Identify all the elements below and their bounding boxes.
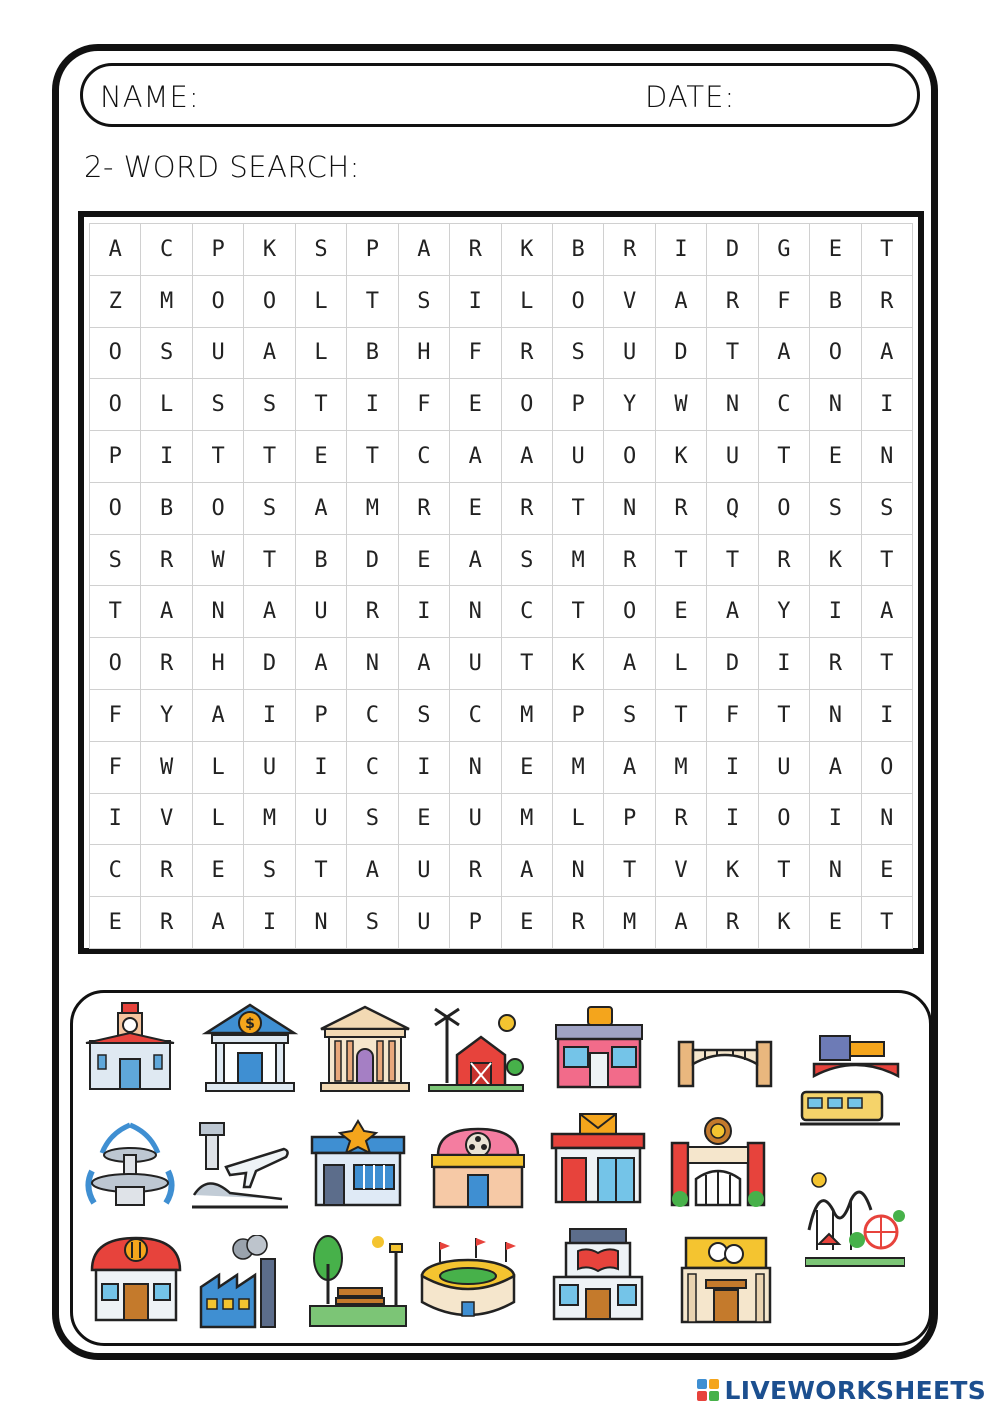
grid-letter-cell[interactable]: N	[295, 897, 346, 949]
grid-letter-cell[interactable]: E	[450, 379, 501, 431]
grid-letter-cell[interactable]: T	[244, 534, 295, 586]
post-office-icon	[548, 1110, 648, 1210]
grid-letter-cell[interactable]: T	[192, 431, 243, 483]
grid-letter-cell[interactable]: P	[450, 897, 501, 949]
grid-letter-cell[interactable]: R	[141, 897, 192, 949]
grid-letter-cell[interactable]: P	[552, 379, 603, 431]
grid-letter-cell[interactable]: E	[398, 534, 449, 586]
grid-letter-cell[interactable]: F	[90, 690, 141, 742]
amusement-park-icon	[805, 1170, 905, 1270]
grid-row	[90, 793, 913, 845]
grid-letter-cell[interactable]: O	[604, 586, 655, 638]
grid-letter-cell[interactable]: E	[501, 897, 552, 949]
grid-letter-cell[interactable]: I	[295, 741, 346, 793]
grid-letter-cell[interactable]: B	[552, 224, 603, 276]
grid-letter-cell[interactable]: O	[90, 638, 141, 690]
library-icon	[548, 1225, 648, 1325]
grid-letter-cell[interactable]: R	[141, 845, 192, 897]
grid-letter-cell[interactable]: A	[295, 638, 346, 690]
grid-letter-cell[interactable]: A	[450, 431, 501, 483]
grid-letter-cell[interactable]: A	[141, 586, 192, 638]
grid-letter-cell[interactable]: U	[295, 586, 346, 638]
grid-letter-cell[interactable]: D	[707, 224, 758, 276]
grid-letter-cell[interactable]: T	[347, 431, 398, 483]
grid-letter-cell[interactable]: S	[244, 845, 295, 897]
grid-letter-cell[interactable]: D	[655, 327, 706, 379]
grid-letter-cell[interactable]: S	[141, 327, 192, 379]
grid-letter-cell[interactable]: F	[707, 690, 758, 742]
grid-letter-cell[interactable]: I	[141, 431, 192, 483]
grid-letter-cell[interactable]: R	[655, 793, 706, 845]
grid-letter-cell[interactable]: A	[295, 482, 346, 534]
grid-letter-cell[interactable]: S	[295, 224, 346, 276]
town-hall-icon	[80, 997, 180, 1097]
grid-letter-cell[interactable]: L	[552, 793, 603, 845]
grid-letter-cell[interactable]: R	[141, 638, 192, 690]
grid-letter-cell[interactable]: N	[552, 845, 603, 897]
grid-letter-cell[interactable]: B	[295, 534, 346, 586]
grid-letter-cell[interactable]: R	[141, 534, 192, 586]
grid-letter-cell[interactable]: F	[90, 741, 141, 793]
grid-letter-cell[interactable]: W	[192, 534, 243, 586]
grid-letter-cell[interactable]: R	[604, 534, 655, 586]
grid-letter-cell[interactable]: R	[347, 586, 398, 638]
grid-letter-cell[interactable]: A	[192, 897, 243, 949]
grid-letter-cell[interactable]: C	[450, 690, 501, 742]
grid-letter-cell[interactable]: N	[810, 379, 861, 431]
grid-letter-cell[interactable]: R	[604, 224, 655, 276]
grid-letter-cell[interactable]: I	[707, 741, 758, 793]
restaurant-icon	[86, 1228, 186, 1328]
grid-letter-cell[interactable]: S	[347, 897, 398, 949]
grid-letter-cell[interactable]: U	[604, 327, 655, 379]
bridge-icon	[675, 1012, 775, 1112]
grid-letter-cell[interactable]: O	[758, 482, 809, 534]
grid-letter-cell[interactable]: C	[758, 379, 809, 431]
train-station-icon	[800, 1030, 900, 1130]
grid-letter-cell[interactable]: I	[861, 690, 912, 742]
grid-letter-cell[interactable]: M	[244, 793, 295, 845]
grid-letter-cell[interactable]: I	[810, 793, 861, 845]
grid-letter-cell[interactable]: M	[552, 741, 603, 793]
grid-letter-cell[interactable]: N	[450, 586, 501, 638]
grid-letter-cell[interactable]: Y	[758, 586, 809, 638]
grid-letter-cell[interactable]: U	[758, 741, 809, 793]
grid-letter-cell[interactable]: I	[861, 379, 912, 431]
grid-letter-cell[interactable]: A	[244, 327, 295, 379]
grid-letter-cell[interactable]: P	[347, 224, 398, 276]
airport-icon	[190, 1113, 290, 1213]
grid-letter-cell[interactable]: T	[501, 638, 552, 690]
stadium-icon	[418, 1232, 518, 1332]
liveworksheets-logo[interactable]	[697, 1374, 986, 1406]
grid-letter-cell[interactable]: R	[398, 482, 449, 534]
grid-letter-cell[interactable]: R	[758, 534, 809, 586]
grid-letter-cell[interactable]: P	[192, 224, 243, 276]
grid-letter-cell[interactable]: I	[398, 586, 449, 638]
grid-letter-cell[interactable]: D	[244, 638, 295, 690]
grid-letter-cell[interactable]: T	[707, 534, 758, 586]
grid-letter-cell[interactable]: A	[501, 431, 552, 483]
grid-letter-cell[interactable]: E	[810, 224, 861, 276]
grid-letter-cell[interactable]: B	[810, 275, 861, 327]
grid-letter-cell[interactable]: E	[192, 845, 243, 897]
grid-letter-cell[interactable]: I	[398, 741, 449, 793]
grid-letter-cell[interactable]: T	[861, 224, 912, 276]
grid-row	[90, 327, 913, 379]
grid-letter-cell[interactable]: G	[758, 224, 809, 276]
grid-letter-cell[interactable]: A	[758, 327, 809, 379]
grid-letter-cell[interactable]: R	[861, 275, 912, 327]
grid-letter-cell[interactable]: U	[450, 793, 501, 845]
grid-letter-cell[interactable]: C	[141, 224, 192, 276]
grid-letter-cell[interactable]: O	[861, 741, 912, 793]
grid-letter-cell[interactable]: T	[90, 586, 141, 638]
grid-letter-cell[interactable]: R	[707, 275, 758, 327]
grid-letter-cell[interactable]: T	[861, 534, 912, 586]
grid-letter-cell[interactable]: U	[295, 793, 346, 845]
grid-letter-cell[interactable]: U	[707, 431, 758, 483]
grid-letter-cell[interactable]: O	[90, 379, 141, 431]
grid-letter-cell[interactable]: A	[810, 741, 861, 793]
grid-letter-cell[interactable]: S	[244, 379, 295, 431]
grid-row	[90, 224, 913, 276]
grid-letter-cell[interactable]: T	[758, 845, 809, 897]
logo-mark-icon	[697, 1379, 719, 1401]
grid-row	[90, 482, 913, 534]
grid-letter-cell[interactable]: I	[244, 897, 295, 949]
grid-letter-cell[interactable]: B	[347, 327, 398, 379]
grid-letter-cell[interactable]: L	[655, 638, 706, 690]
grid-letter-cell[interactable]: L	[295, 275, 346, 327]
cinema-icon	[428, 1115, 528, 1215]
grid-letter-cell[interactable]: S	[90, 534, 141, 586]
grid-letter-cell[interactable]: T	[655, 534, 706, 586]
grid-letter-cell[interactable]: Q	[707, 482, 758, 534]
grid-letter-cell[interactable]: K	[707, 845, 758, 897]
grid-letter-cell[interactable]: I	[758, 638, 809, 690]
grid-letter-cell[interactable]: Y	[141, 690, 192, 742]
grid-letter-cell[interactable]: A	[604, 638, 655, 690]
grid-letter-cell[interactable]: R	[707, 897, 758, 949]
grid-letter-cell[interactable]: E	[295, 431, 346, 483]
grid-letter-cell[interactable]: R	[450, 845, 501, 897]
grid-letter-cell[interactable]: O	[501, 379, 552, 431]
grid-letter-cell[interactable]: I	[655, 224, 706, 276]
grid-letter-cell[interactable]: E	[810, 897, 861, 949]
museum-icon	[315, 997, 415, 1097]
grid-letter-cell[interactable]: I	[90, 793, 141, 845]
theatre-icon	[676, 1228, 776, 1328]
grid-letter-cell[interactable]: U	[244, 741, 295, 793]
grid-letter-cell[interactable]: S	[810, 482, 861, 534]
shop-icon	[548, 997, 648, 1097]
grid-letter-cell[interactable]: M	[501, 690, 552, 742]
grid-letter-cell[interactable]: D	[347, 534, 398, 586]
grid-letter-cell[interactable]: T	[758, 431, 809, 483]
grid-letter-cell[interactable]: U	[192, 327, 243, 379]
grid-letter-cell[interactable]: C	[398, 431, 449, 483]
svg-text:$: $	[245, 1016, 255, 1032]
grid-letter-cell[interactable]: W	[655, 379, 706, 431]
grid-letter-cell[interactable]: A	[861, 327, 912, 379]
park-icon	[308, 1228, 408, 1328]
grid-letter-cell[interactable]: S	[501, 534, 552, 586]
grid-row	[90, 845, 913, 897]
grid-letter-cell[interactable]: R	[450, 224, 501, 276]
grid-letter-cell[interactable]: P	[90, 431, 141, 483]
grid-letter-cell[interactable]: T	[295, 845, 346, 897]
grid-letter-cell[interactable]: S	[398, 690, 449, 742]
grid-letter-cell[interactable]: T	[244, 431, 295, 483]
grid-letter-cell[interactable]: N	[450, 741, 501, 793]
grid-letter-cell[interactable]: E	[861, 845, 912, 897]
grid-letter-cell[interactable]: C	[347, 690, 398, 742]
grid-row	[90, 431, 913, 483]
grid-letter-cell[interactable]: C	[347, 741, 398, 793]
grid-letter-cell[interactable]: O	[90, 482, 141, 534]
grid-letter-cell[interactable]: H	[192, 638, 243, 690]
grid-letter-cell[interactable]: O	[758, 793, 809, 845]
grid-letter-cell[interactable]: A	[398, 638, 449, 690]
grid-letter-cell[interactable]: A	[861, 586, 912, 638]
grid-letter-cell[interactable]: H	[398, 327, 449, 379]
logo-text: LIVEWORKSHEETS	[724, 1375, 986, 1405]
grid-letter-cell[interactable]: R	[552, 897, 603, 949]
grid-letter-cell[interactable]: T	[552, 586, 603, 638]
name-date-box	[80, 63, 920, 127]
grid-letter-cell[interactable]: N	[604, 482, 655, 534]
grid-letter-cell[interactable]: S	[604, 690, 655, 742]
grid-letter-cell[interactable]: P	[295, 690, 346, 742]
grid-letter-cell[interactable]: L	[501, 275, 552, 327]
grid-letter-cell[interactable]: E	[90, 897, 141, 949]
grid-letter-cell[interactable]: O	[604, 431, 655, 483]
factory-icon	[195, 1235, 295, 1335]
grid-letter-cell[interactable]: L	[141, 379, 192, 431]
farm-icon	[425, 997, 525, 1097]
grid-letter-cell[interactable]: A	[604, 741, 655, 793]
grid-letter-cell[interactable]: T	[861, 897, 912, 949]
section-title: 2- WORD SEARCH:	[84, 150, 360, 184]
grid-row	[90, 534, 913, 586]
grid-letter-cell[interactable]: A	[655, 275, 706, 327]
grid-letter-cell[interactable]: F	[450, 327, 501, 379]
grid-row	[90, 275, 913, 327]
grid-letter-cell[interactable]: N	[861, 431, 912, 483]
grid-letter-cell[interactable]: N	[810, 845, 861, 897]
grid-letter-cell[interactable]: M	[347, 482, 398, 534]
zoo-icon	[668, 1113, 768, 1213]
grid-letter-cell[interactable]: N	[810, 690, 861, 742]
grid-row	[90, 741, 913, 793]
word-search-grid	[78, 211, 924, 954]
grid-letter-cell[interactable]: S	[552, 327, 603, 379]
grid-letter-cell[interactable]: R	[810, 638, 861, 690]
grid-letter-cell[interactable]: P	[552, 690, 603, 742]
grid-letter-cell[interactable]: N	[861, 793, 912, 845]
grid-letter-cell[interactable]: R	[655, 482, 706, 534]
grid-letter-cell[interactable]: F	[758, 275, 809, 327]
grid-letter-cell[interactable]: M	[501, 793, 552, 845]
grid-letter-cell[interactable]: M	[655, 741, 706, 793]
name-label: NAME:	[100, 80, 200, 114]
grid-letter-cell[interactable]: U	[398, 897, 449, 949]
grid-letter-cell[interactable]: U	[450, 638, 501, 690]
grid-letter-cell[interactable]: A	[707, 586, 758, 638]
grid-letter-cell[interactable]: C	[501, 586, 552, 638]
grid-letter-cell[interactable]: O	[552, 275, 603, 327]
grid-letter-cell[interactable]: L	[192, 741, 243, 793]
grid-letter-cell[interactable]: L	[192, 793, 243, 845]
grid-letter-cell[interactable]: R	[501, 482, 552, 534]
grid-letter-cell[interactable]: T	[604, 845, 655, 897]
grid-row	[90, 690, 913, 742]
grid-letter-cell[interactable]: T	[758, 690, 809, 742]
grid-letter-cell[interactable]: C	[90, 845, 141, 897]
grid-letter-cell[interactable]: I	[244, 690, 295, 742]
grid-row	[90, 379, 913, 431]
grid-letter-cell[interactable]: T	[707, 327, 758, 379]
grid-letter-cell[interactable]: K	[501, 224, 552, 276]
grid-letter-cell[interactable]: E	[810, 431, 861, 483]
grid-letter-cell[interactable]: S	[244, 482, 295, 534]
word-search-table	[89, 223, 913, 949]
grid-letter-cell[interactable]: T	[861, 638, 912, 690]
grid-row	[90, 586, 913, 638]
grid-letter-cell[interactable]: O	[90, 327, 141, 379]
grid-letter-cell[interactable]: E	[398, 793, 449, 845]
grid-letter-cell[interactable]: A	[244, 586, 295, 638]
grid-letter-cell[interactable]: S	[861, 482, 912, 534]
grid-letter-cell[interactable]: M	[552, 534, 603, 586]
grid-letter-cell[interactable]: O	[244, 275, 295, 327]
grid-letter-cell[interactable]: S	[192, 379, 243, 431]
police-station-icon	[308, 1113, 408, 1213]
grid-letter-cell[interactable]: A	[398, 224, 449, 276]
grid-letter-cell[interactable]: A	[655, 897, 706, 949]
grid-letter-cell[interactable]: Y	[604, 379, 655, 431]
grid-letter-cell[interactable]: K	[552, 638, 603, 690]
grid-letter-cell[interactable]: B	[141, 482, 192, 534]
grid-letter-cell[interactable]: V	[604, 275, 655, 327]
grid-letter-cell[interactable]: Z	[90, 275, 141, 327]
fountain-icon	[80, 1113, 180, 1213]
grid-letter-cell[interactable]: A	[192, 690, 243, 742]
grid-letter-cell[interactable]: V	[655, 845, 706, 897]
grid-letter-cell[interactable]: I	[707, 793, 758, 845]
grid-letter-cell[interactable]: A	[450, 534, 501, 586]
grid-row	[90, 897, 913, 949]
grid-letter-cell[interactable]: L	[295, 327, 346, 379]
grid-letter-cell[interactable]: T	[655, 690, 706, 742]
grid-letter-cell[interactable]: A	[347, 845, 398, 897]
grid-letter-cell[interactable]: V	[141, 793, 192, 845]
grid-letter-cell[interactable]: E	[655, 586, 706, 638]
grid-letter-cell[interactable]: K	[244, 224, 295, 276]
grid-letter-cell[interactable]: I	[810, 586, 861, 638]
grid-letter-cell[interactable]: T	[295, 379, 346, 431]
grid-letter-cell[interactable]: U	[552, 431, 603, 483]
grid-letter-cell[interactable]: I	[347, 379, 398, 431]
grid-letter-cell[interactable]: S	[347, 793, 398, 845]
grid-letter-cell[interactable]: N	[707, 379, 758, 431]
grid-letter-cell[interactable]: M	[604, 897, 655, 949]
grid-letter-cell[interactable]: K	[655, 431, 706, 483]
grid-letter-cell[interactable]: S	[398, 275, 449, 327]
bank-icon	[200, 997, 300, 1097]
grid-row	[90, 638, 913, 690]
grid-letter-cell[interactable]: A	[90, 224, 141, 276]
grid-letter-cell[interactable]: K	[758, 897, 809, 949]
grid-letter-cell[interactable]: P	[604, 793, 655, 845]
date-label: DATE:	[645, 80, 736, 114]
grid-letter-cell[interactable]: A	[501, 845, 552, 897]
grid-letter-cell[interactable]: N	[192, 586, 243, 638]
grid-letter-cell[interactable]: U	[398, 845, 449, 897]
grid-letter-cell[interactable]: O	[810, 327, 861, 379]
grid-letter-cell[interactable]: T	[552, 482, 603, 534]
grid-letter-cell[interactable]: E	[450, 482, 501, 534]
grid-letter-cell[interactable]: K	[810, 534, 861, 586]
grid-letter-cell[interactable]: F	[398, 379, 449, 431]
grid-letter-cell[interactable]: M	[141, 275, 192, 327]
grid-letter-cell[interactable]: I	[450, 275, 501, 327]
grid-letter-cell[interactable]: W	[141, 741, 192, 793]
grid-letter-cell[interactable]: O	[192, 275, 243, 327]
grid-letter-cell[interactable]: O	[192, 482, 243, 534]
grid-letter-cell[interactable]: E	[501, 741, 552, 793]
grid-letter-cell[interactable]: D	[707, 638, 758, 690]
grid-letter-cell[interactable]: T	[347, 275, 398, 327]
grid-letter-cell[interactable]: N	[347, 638, 398, 690]
grid-letter-cell[interactable]: R	[501, 327, 552, 379]
